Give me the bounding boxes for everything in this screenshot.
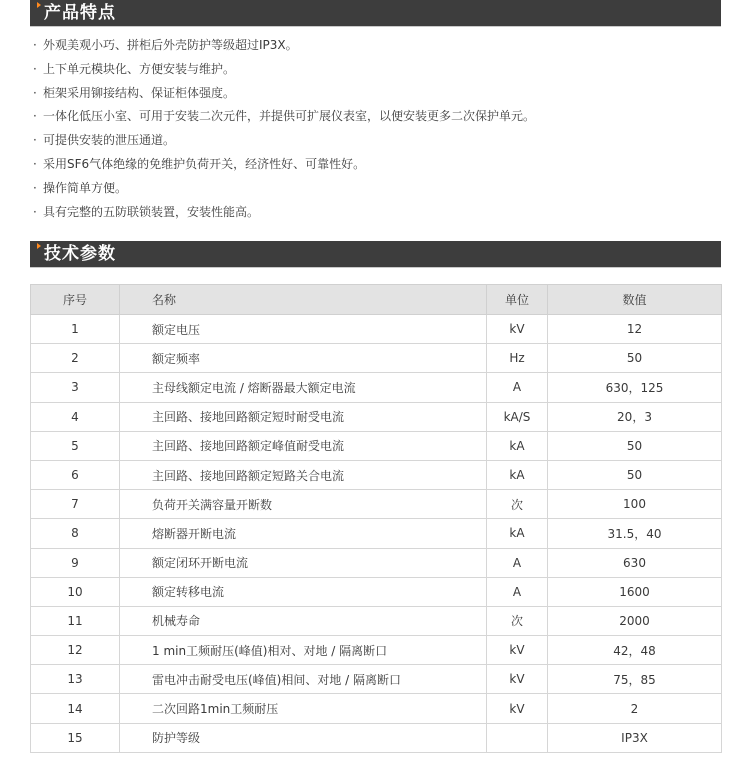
spec-table	[30, 284, 722, 753]
table-row	[31, 723, 722, 752]
table-row	[31, 519, 722, 548]
cell-name: 额定电压	[120, 315, 487, 344]
cell-name: 额定转移电流	[120, 577, 487, 606]
cell-no: 14	[31, 694, 120, 723]
cell-unit: 次	[487, 606, 548, 635]
cell-name: 二次回路1min工频耐压	[120, 694, 487, 723]
table-row	[31, 548, 722, 577]
table-row	[31, 606, 722, 635]
cell-value: 20，3	[548, 402, 722, 431]
cell-unit: A	[487, 548, 548, 577]
header-value: 数值	[548, 285, 722, 315]
feature-item: · 上下单元模块化、方便安装与维护。	[33, 61, 236, 76]
cell-name: 额定频率	[120, 344, 487, 373]
cell-unit: kA	[487, 460, 548, 489]
caret-right-icon	[37, 2, 41, 8]
cell-value: 75，85	[548, 665, 722, 694]
table-row	[31, 344, 722, 373]
table-row	[31, 460, 722, 489]
table-row	[31, 694, 722, 723]
cell-no: 3	[31, 373, 120, 402]
table-row	[31, 402, 722, 431]
cell-name: 机械寿命	[120, 606, 487, 635]
cell-value: 2000	[548, 606, 722, 635]
feature-item: · 采用SF6气体绝缘的免维护负荷开关，经济性好、可靠性好。	[33, 156, 366, 171]
section-header-features	[30, 0, 721, 27]
table-row	[31, 373, 722, 402]
cell-unit: A	[487, 577, 548, 606]
cell-name: 主回路、接地回路额定短路关合电流	[120, 460, 487, 489]
feature-item: · 具有完整的五防联锁装置，安装性能高。	[33, 204, 260, 219]
section-title: 产品特点	[44, 3, 116, 23]
cell-no: 5	[31, 431, 120, 460]
cell-value: 50	[548, 344, 722, 373]
cell-name: 额定闭环开断电流	[120, 548, 487, 577]
cell-no: 12	[31, 636, 120, 665]
caret-right-icon	[37, 243, 41, 249]
cell-unit: kV	[487, 315, 548, 344]
cell-value: 1600	[548, 577, 722, 606]
cell-value: 50	[548, 431, 722, 460]
section-header-specs	[30, 241, 721, 268]
table-header-row	[31, 285, 722, 315]
cell-no: 9	[31, 548, 120, 577]
cell-no: 2	[31, 344, 120, 373]
cell-unit: kA/S	[487, 402, 548, 431]
feature-list	[33, 34, 535, 224]
cell-no: 4	[31, 402, 120, 431]
section-title: 技术参数	[44, 244, 116, 264]
cell-name: 主回路、接地回路额定峰值耐受电流	[120, 431, 487, 460]
cell-value: 31.5，40	[548, 519, 722, 548]
table-row	[31, 315, 722, 344]
cell-name: 主母线额定电流 / 熔断器最大额定电流	[120, 373, 487, 402]
cell-value: 630，125	[548, 373, 722, 402]
feature-item: · 可提供安装的泄压通道。	[33, 133, 176, 148]
cell-unit: A	[487, 373, 548, 402]
cell-unit: kV	[487, 636, 548, 665]
cell-unit: kV	[487, 694, 548, 723]
cell-value: 100	[548, 490, 722, 519]
feature-item: · 柜架采用铆接结构、保证柜体强度。	[33, 85, 236, 100]
header-unit: 单位	[487, 285, 548, 315]
cell-value: 630	[548, 548, 722, 577]
table-row	[31, 636, 722, 665]
cell-no: 15	[31, 723, 120, 752]
cell-no: 7	[31, 490, 120, 519]
table-row	[31, 577, 722, 606]
cell-unit: kA	[487, 519, 548, 548]
cell-name: 雷电冲击耐受电压(峰值)相间、对地 / 隔离断口	[120, 665, 487, 694]
header-name: 名称	[120, 285, 487, 315]
cell-value: 50	[548, 460, 722, 489]
cell-unit: Hz	[487, 344, 548, 373]
cell-value: 42，48	[548, 636, 722, 665]
table-row	[31, 665, 722, 694]
cell-no: 8	[31, 519, 120, 548]
table-row	[31, 431, 722, 460]
cell-unit: kA	[487, 431, 548, 460]
cell-unit: kV	[487, 665, 548, 694]
cell-unit	[487, 723, 548, 752]
cell-name: 防护等级	[120, 723, 487, 752]
feature-item: · 外观美观小巧、拼柜后外壳防护等级超过IP3X。	[33, 38, 298, 52]
cell-name: 负荷开关满容量开断数	[120, 490, 487, 519]
cell-value: IP3X	[548, 723, 722, 752]
cell-no: 10	[31, 577, 120, 606]
cell-value: 12	[548, 315, 722, 344]
cell-name: 主回路、接地回路额定短时耐受电流	[120, 402, 487, 431]
cell-no: 11	[31, 606, 120, 635]
cell-unit: 次	[487, 490, 548, 519]
table-row	[31, 490, 722, 519]
cell-value: 2	[548, 694, 722, 723]
cell-no: 6	[31, 460, 120, 489]
cell-no: 1	[31, 315, 120, 344]
cell-name: 1 min工频耐压(峰值)相对、对地 / 隔离断口	[120, 636, 487, 665]
feature-item: · 一体化低压小室、可用于安装二次元件，并提供可扩展仪表室，以便安装更多二次保护单元。	[33, 109, 536, 124]
feature-item: · 操作简单方便。	[33, 180, 128, 195]
cell-name: 熔断器开断电流	[120, 519, 487, 548]
cell-no: 13	[31, 665, 120, 694]
header-no: 序号	[31, 285, 120, 315]
